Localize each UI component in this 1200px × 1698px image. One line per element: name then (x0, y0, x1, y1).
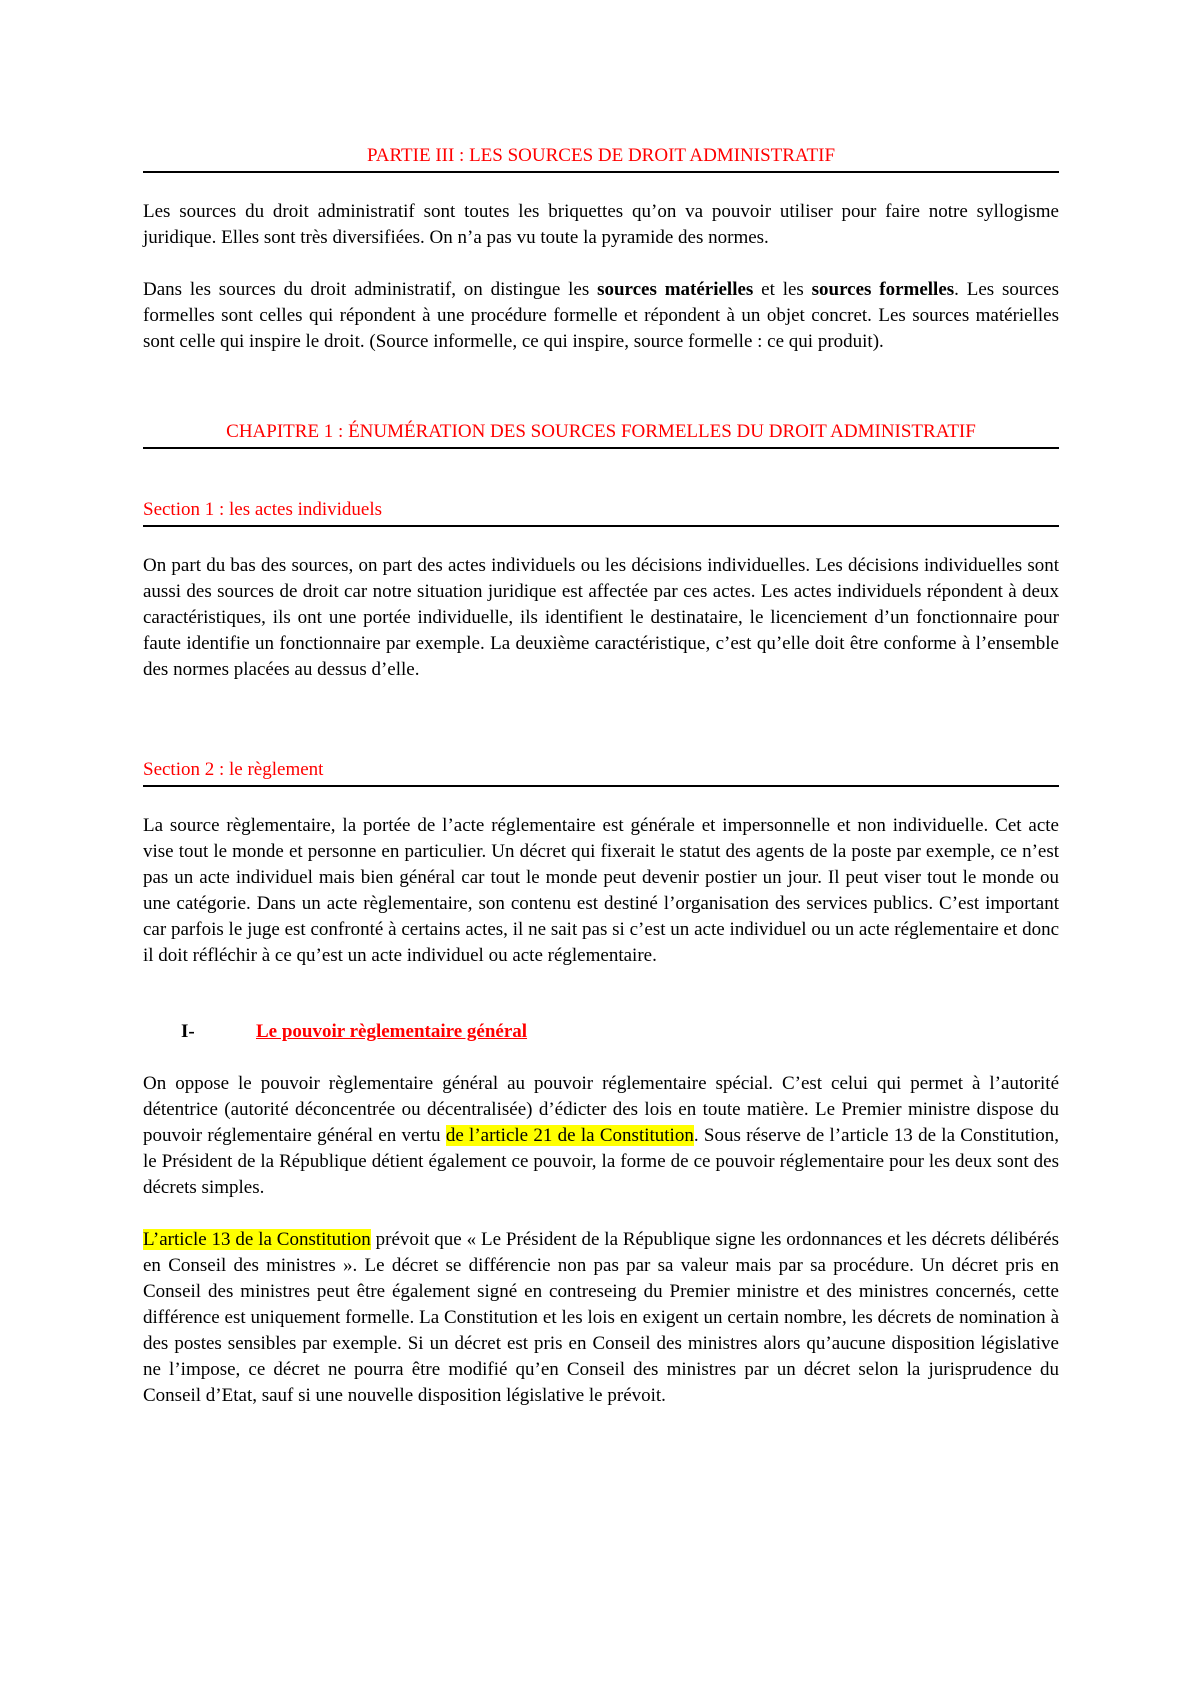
section2-paragraph: La source règlementaire, la portée de l’acte réglementaire est générale et impersonnelle et non individuelle. Cet acte vise tout le monde et personne en particulier. Un décret qui fixerait le statut des agents de la poste par exemple, ce n’est pas un acte individuel mais bien général car tout le monde peut devenir postier un jour. Il peut viser tout le monde ou une catégorie. Dans un acte règlementaire, son contenu est destiné l’organisation des services publics. C’est important car parfois le juge est confronté à certains actes, il ne sait pas si c’est un acte individuel ou un acte réglementaire et donc il doit réfléchir à ce qu’est un acte individuel ou acte réglementaire. (143, 815, 1059, 966)
subsection-p2-text-a: prévoit que « Le Président de la République signe les ordonnances et les décrets délibérés en Conseil des ministres ». Le décret se différencie non pas par sa valeur mais par sa procédure. Un décret pris en Conseil des ministres peut être également signé en contreseing du Premier ministre et des ministres concernés, cette différence est uniquement formelle. La Constitution et les lois en exigent un certain nombre, les décrets de nomination à des postes sensibles par exemple. Si un décret est pris en Conseil des ministres alors qu’aucune disposition législative ne l’impose, ce décret ne pourra être modifié qu’en Conseil des ministres par un décret selon la jurisprudence du Conseil d’Etat, sauf si une nouvelle disposition législative le prévoit. (143, 1229, 1059, 1406)
subsection-number: I- (181, 1021, 195, 1042)
subsection-paragraph-2 (143, 1227, 1059, 1409)
document-page (143, 145, 1059, 1409)
partie-p2-text-c: . Les sources formelles sont celles qui répondent à une procédure formelle et répondent à un objet concret. Les sources matérielles sont celle qui inspire le droit. (Source informelle, ce qui inspire, source formelle : ce qui produit). (143, 279, 1059, 352)
partie-p2-text-b: et les (753, 279, 812, 300)
partie-intro-paragraph: Les sources du droit administratif sont toutes les briquettes qu’on va pouvoir utiliser pour faire notre syllogisme juridique. Elles sont très diversifiées. On n’a pas vu toute la pyramide des normes. (143, 201, 1059, 248)
chapitre-title: CHAPITRE 1 : ÉNUMÉRATION DES SOURCES FORMELLES DU DROIT ADMINISTRATIF (143, 421, 1059, 449)
subsection-p1-text-a: On oppose le pouvoir règlementaire général au pouvoir réglementaire spécial. C’est celui qui permet à l’autorité détentrice (autorité déconcentrée ou décentralisée) d’édicter des lois en toute matière. Le Premier ministre dispose du pouvoir réglementaire général en vertu (143, 1073, 1059, 1146)
article-21-highlight: de l’article 21 de la Constitution (445, 1125, 694, 1146)
partie-p2-text-a: Dans les sources du droit administratif, on distingue les (143, 279, 598, 300)
subsection-title: Le pouvoir règlementaire général (256, 1021, 528, 1042)
sources-formelles-term: sources formelles (811, 279, 955, 300)
section2-title: Section 2 : le règlement (143, 759, 1059, 787)
sources-materielles-term: sources matérielles (597, 279, 754, 300)
section1-title: Section 1 : les actes individuels (143, 499, 1059, 527)
partie-title: PARTIE III : LES SOURCES DE DROIT ADMINISTRATIF (143, 145, 1059, 173)
article-13-highlight: L’article 13 de la Constitution (143, 1229, 371, 1250)
partie-sources-paragraph (143, 277, 1059, 355)
subsection-heading (143, 1019, 1059, 1045)
section1-paragraph: On part du bas des sources, on part des actes individuels ou les décisions individuelles. Les décisions individuelles sont aussi des sources de droit car notre situation juridique est affectée par ces actes. Les actes individuels répondent à deux caractéristiques, ils ont une portée individuelle, ils identifient le destinataire, le licenciement d’un fonctionnaire pour faute identifie un fonctionnaire par exemple. La deuxième caractéristique, c’est qu’elle doit être conforme à l’ensemble des normes placées au dessus d’elle. (143, 555, 1059, 680)
subsection-paragraph-1 (143, 1071, 1059, 1201)
subsection-p1-text-b: . Sous réserve de l’article 13 de la Constitution, le Président de la République détient également ce pouvoir, la forme de ce pouvoir réglementaire pour les deux sont des décrets simples. (143, 1125, 1060, 1198)
